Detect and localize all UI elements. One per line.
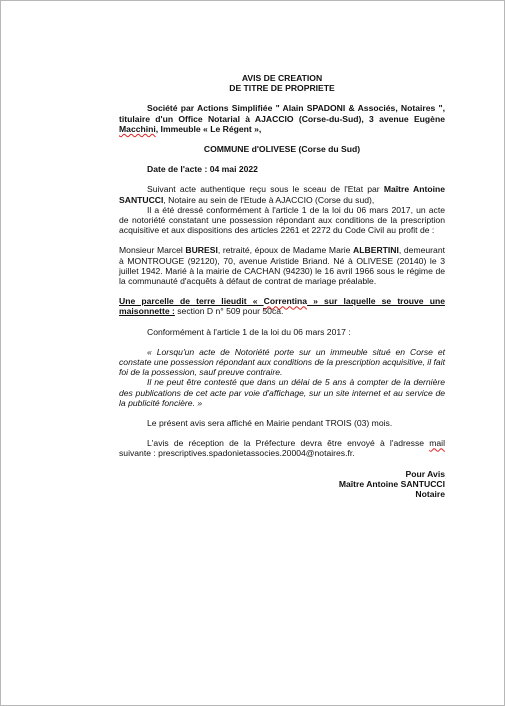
notary-name: Maître Antoine SANTUCCI xyxy=(119,184,445,205)
affichage-line: Le présent avis sera affiché en Mairie pendant TROIS (03) mois. xyxy=(147,418,393,429)
quote-paragraph-1: « Lorsqu'un acte de Notoriété porte sur un immeuble situé en Corse et constate une possession répondant aux conditions de la prescription acquisitive, il fait foi de la possession, sauf preuve contraire. xyxy=(119,346,445,378)
beneficiary-paragraph: Monsieur Marcel BURESI, retraité, époux de Madame Marie ALBERTINI, demeurant à MONTROUGE (92120), 70, avenue Aristide Briand. Né à OLIVESE (20140) le 3 juillet 1942. Marié à la mairie de CACHAN (94230) le 16 avril 1966 sous le régime de la communauté d'acquêts à défaut de contrat de mariage préalable. xyxy=(119,245,445,287)
quote-paragraph-2: Il ne peut être contesté que dans un délai de 5 ans à compter de la dernière des publications de cet acte par voie d'affichage, sur un site internet et au service de la publicité foncière. » xyxy=(119,377,445,408)
company-paragraph: Société par Actions Simplifiée " Alain SPADONI & Associés, Notaires ", titulaire d'un Office Notarial à AJACCIO (Corse-du-Sud), 3 avenue Eugène Macchini, Immeuble « Le Régent », xyxy=(119,103,445,134)
act-date: Date de l'acte : 04 mai 2022 xyxy=(147,164,258,175)
signature-pour-avis: Pour Avis xyxy=(405,468,445,479)
reception-paragraph: L'avis de réception de la Préfecture devra être envoyé à l'adresse mail suivante : prescriptives.spadonietassocies.20004@notaires.fr. xyxy=(119,438,445,459)
acte-paragraph: Suivant acte authentique reçu sous le sceau de l'Etat par Maître Antoine SANTUCCI, Notaire au sein de l'Etude à AJACCIO (Corse du sud), xyxy=(119,184,445,205)
place-name: Correntina xyxy=(263,296,308,307)
spouse-name: ALBERTINI xyxy=(353,245,399,256)
notice-subtitle: DE TITRE DE PROPRIETE xyxy=(229,83,335,94)
beneficiary-name: BURESI xyxy=(185,245,218,256)
parcel-paragraph: Une parcelle de terre lieudit « Correntina » sur laquelle se trouve une maisonnette : section D n° 509 pour 50ca. xyxy=(119,296,445,317)
dresse-paragraph: Il a été dressé conformément à l'article 1 de la loi du 06 mars 2017, un acte de notoriété constatant une possession répondant aux conditions de la prescription acquisitive et aux dispositions des articles 2261 et 2272 du Code Civil au profit de : xyxy=(119,204,445,236)
mail-word: mail xyxy=(429,438,445,449)
signature-name: Maître Antoine SANTUCCI xyxy=(338,478,445,489)
street-name: Macchini xyxy=(119,123,156,134)
commune-heading: COMMUNE d'OLIVESE (Corse du Sud) xyxy=(203,144,361,155)
notice-content xyxy=(119,73,445,499)
notice-title: AVIS DE CREATION xyxy=(241,73,323,83)
conformement-line: Conformément à l'article 1 de la loi du 06 mars 2017 : xyxy=(147,326,351,337)
signature-title: Notaire xyxy=(415,489,445,500)
